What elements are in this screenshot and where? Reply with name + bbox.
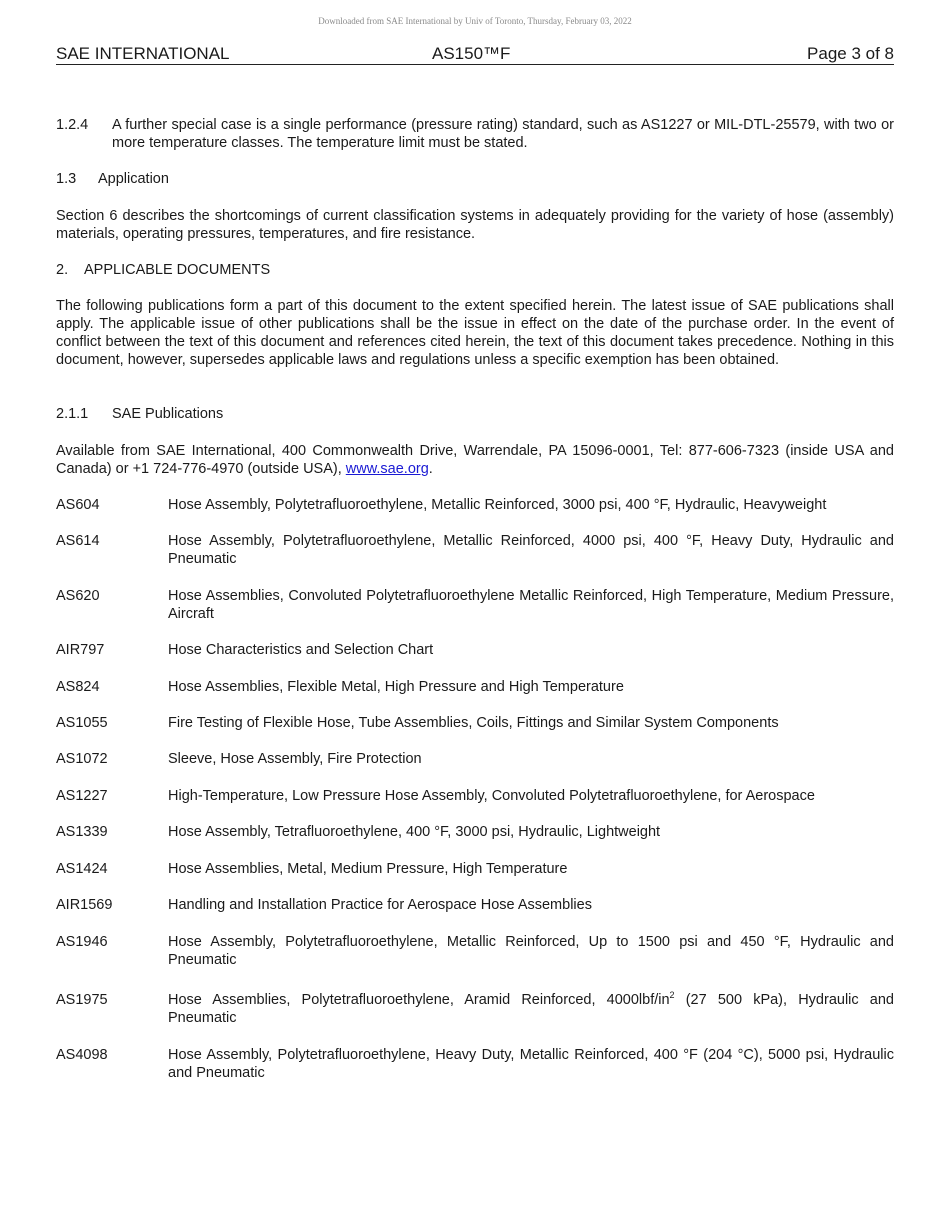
reference-code: AS824 bbox=[56, 679, 100, 695]
section-1-3-heading bbox=[56, 170, 894, 188]
reference-code: AIR1569 bbox=[56, 897, 113, 913]
reference-code: AS1227 bbox=[56, 788, 108, 804]
reference-title bbox=[168, 991, 894, 1027]
reference-item bbox=[56, 496, 894, 514]
header-document-id: AS150™F bbox=[432, 44, 511, 63]
reference-code: AS1975 bbox=[56, 992, 108, 1008]
reference-item bbox=[56, 532, 894, 568]
reference-title: Hose Assembly, Polytetrafluoroethylene, Metallic Reinforced, 3000 psi, 400 °F, Hydraulic, Heavyweight bbox=[168, 497, 827, 513]
section-2-heading bbox=[56, 261, 894, 279]
page-header bbox=[56, 43, 894, 65]
header-page-number: Page 3 of 8 bbox=[807, 44, 894, 63]
reference-code: AS1946 bbox=[56, 934, 108, 950]
download-watermark: Downloaded from SAE International by Univ of Toronto, Thursday, February 03, 2022 bbox=[318, 16, 632, 26]
reference-code: AIR797 bbox=[56, 642, 105, 658]
superscript: 2 bbox=[669, 990, 675, 1001]
section-text: A further special case is a single performance (pressure rating) standard, such as AS1227 or MIL-DTL-25579, with two or more temperature classes. The temperature limit must be stated. bbox=[112, 117, 894, 151]
availability-text: Available from SAE International, 400 Commonwealth Drive, Warrendale, PA 15096-0001, Tel: 877-606-7323 (inside USA and Canada) or +1 724-776-4970 (outside USA), bbox=[56, 443, 894, 477]
reference-title: Hose Characteristics and Selection Chart bbox=[168, 642, 434, 658]
reference-code: AS1055 bbox=[56, 715, 108, 731]
reference-title-part: (27 500 kPa), Hydraulic and Pneumatic bbox=[168, 992, 894, 1026]
reference-title: Sleeve, Hose Assembly, Fire Protection bbox=[168, 751, 422, 767]
reference-item bbox=[56, 587, 894, 623]
section-title: Application bbox=[98, 171, 169, 187]
reference-item bbox=[56, 896, 894, 914]
reference-title: Hose Assembly, Tetrafluoroethylene, 400 °F, 3000 psi, Hydraulic, Lightweight bbox=[168, 824, 661, 840]
reference-title: Hose Assemblies, Metal, Medium Pressure, High Temperature bbox=[168, 861, 568, 877]
reference-code: AS4098 bbox=[56, 1047, 108, 1063]
section-number: 1.2.4 bbox=[56, 117, 89, 133]
reference-item bbox=[56, 678, 894, 696]
reference-code: AS1424 bbox=[56, 861, 108, 877]
reference-item bbox=[56, 787, 894, 805]
reference-item bbox=[56, 714, 894, 732]
reference-title: Fire Testing of Flexible Hose, Tube Assemblies, Coils, Fittings and Similar System Components bbox=[168, 715, 779, 731]
reference-item bbox=[56, 750, 894, 768]
section-1-2-4 bbox=[56, 116, 894, 152]
section-2-1-1-heading bbox=[56, 405, 894, 423]
reference-code: AS1072 bbox=[56, 751, 108, 767]
reference-item bbox=[56, 1046, 894, 1082]
reference-code: AS620 bbox=[56, 588, 100, 604]
reference-code: AS604 bbox=[56, 497, 100, 513]
reference-item bbox=[56, 823, 894, 841]
reference-title: Hose Assembly, Polytetrafluoroethylene, Metallic Reinforced, 4000 psi, 400 °F, Heavy Duty, Hydraulic and Pneumatic bbox=[168, 533, 894, 567]
reference-code: AS614 bbox=[56, 533, 100, 549]
section-1-3-body: Section 6 describes the shortcomings of current classification systems in adequately providing for the variety of hose (assembly) materials, operating pressures, temperatures, and fire resistance. bbox=[56, 208, 894, 242]
reference-item bbox=[56, 860, 894, 878]
section-2-body: The following publications form a part of this document to the extent specified herein. The latest issue of SAE publications shall apply. The applicable issue of other publications shall be the issue in effect on the date of the purchase order. In the event of conflict between the text of this document and references cited herein, the text of this document takes precedence. Nothing in this document, however, supersedes applicable laws and regulations unless a specific exemption has been obtained. bbox=[56, 298, 894, 368]
availability-end: . bbox=[428, 461, 433, 477]
reference-title: Hose Assembly, Polytetrafluoroethylene, Heavy Duty, Metallic Reinforced, 400 °F (204 °C), 5000 psi, Hydraulic and Pneumatic bbox=[168, 1047, 894, 1081]
section-2-1-1-body bbox=[56, 442, 894, 478]
reference-code: AS1339 bbox=[56, 824, 108, 840]
reference-title-part: Hose Assemblies, Polytetrafluoroethylene, Aramid Reinforced, 4000lbf/in bbox=[168, 992, 670, 1008]
reference-item bbox=[56, 933, 894, 969]
reference-title: High-Temperature, Low Pressure Hose Assembly, Convoluted Polytetrafluoroethylene, for Aerospace bbox=[168, 788, 815, 804]
reference-title: Hose Assemblies, Flexible Metal, High Pressure and High Temperature bbox=[168, 679, 624, 695]
header-publisher: SAE INTERNATIONAL bbox=[56, 44, 230, 63]
section-number: 2.1.1 bbox=[56, 406, 89, 422]
section-title: APPLICABLE DOCUMENTS bbox=[84, 262, 271, 278]
section-number: 2. bbox=[56, 262, 69, 278]
reference-item bbox=[56, 641, 894, 659]
reference-title: Hose Assemblies, Convoluted Polytetrafluoroethylene Metallic Reinforced, High Temperature, Medium Pressure, Aircraft bbox=[168, 588, 894, 622]
reference-item bbox=[56, 991, 894, 1027]
section-title: SAE Publications bbox=[112, 406, 224, 422]
reference-title: Handling and Installation Practice for Aerospace Hose Assemblies bbox=[168, 897, 592, 913]
sae-website-link[interactable]: www.sae.org bbox=[345, 461, 429, 477]
section-number: 1.3 bbox=[56, 171, 77, 187]
reference-title: Hose Assembly, Polytetrafluoroethylene, Metallic Reinforced, Up to 1500 psi and 450 °F, Hydraulic and Pneumatic bbox=[168, 934, 894, 968]
